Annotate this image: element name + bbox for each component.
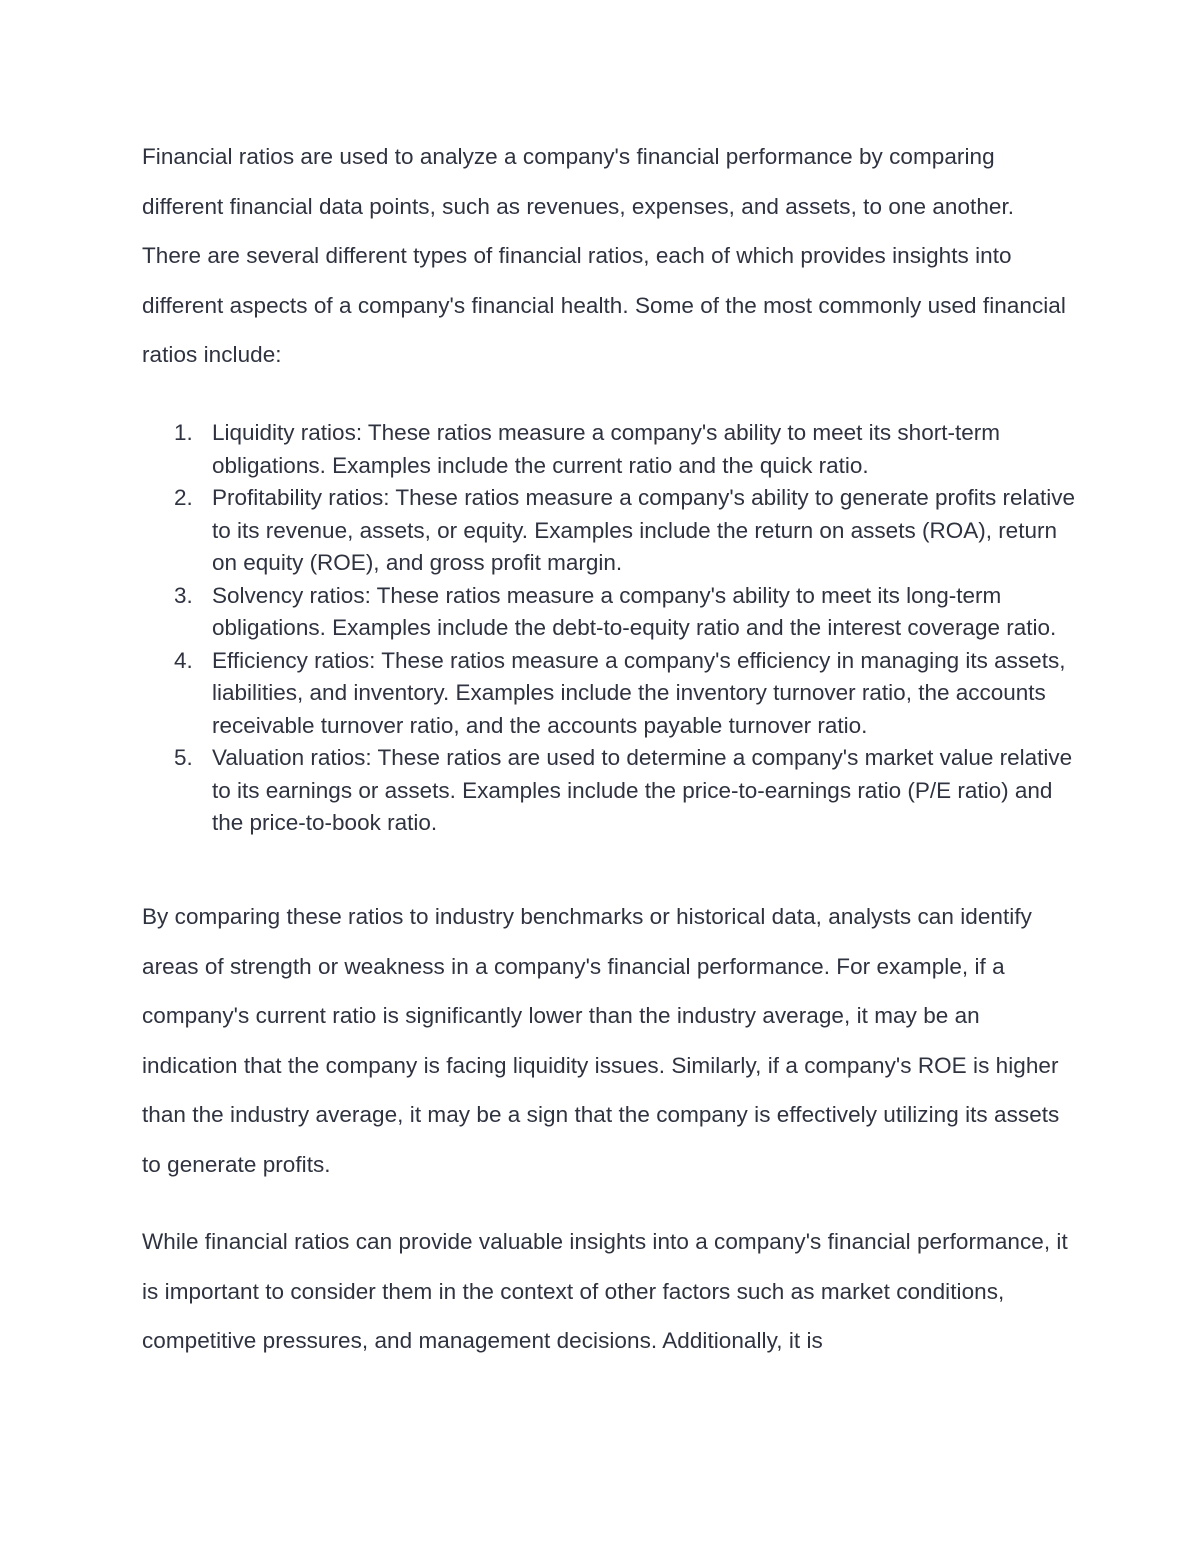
- list-item-text: Valuation ratios: These ratios are used to determine a company's market value relative to its earnings or assets. Examples include the price-to-earnings ratio (P/E ratio) and the price-to-book ratio.: [212, 745, 1073, 835]
- list-item-text: Efficiency ratios: These ratios measure a company's efficiency in managing its assets, liabilities, and inventory. Examples include the inventory turnover ratio, the accounts receivable turnover ratio, and the accounts payable turnover ratio.: [212, 647, 1066, 738]
- list-item-text: Profitability ratios: These ratios measure a company's ability to generate profits relative to its revenue, assets, or equity. Examples include the return on assets (ROA), return on equity (ROE), and gross profit margin.: [212, 485, 1076, 575]
- context-paragraph: While financial ratios can provide valuable insights into a company's financial performance, it is important to consider them in the context of other factors such as market conditions, competitive pressures, and management decisions. Additionally, it is: [142, 1229, 1068, 1353]
- list-item-text: Solvency ratios: These ratios measure a company's ability to meet its long-term obligations. Examples include the debt-to-equity ratio and the interest coverage ratio.: [212, 582, 1057, 640]
- list-item-number: 5.: [174, 745, 193, 770]
- intro-paragraph: Financial ratios are used to analyze a company's financial performance by comparing different financial data points, such as revenues, expenses, and assets, to one another. There are several different types of financial ratios, each of which provides insights into different aspects of a company's financial health. Some of the most commonly used financial ratios include:: [142, 144, 1066, 367]
- list-item-number: 4.: [174, 647, 193, 673]
- list-item: [142, 482, 1077, 580]
- list-item: [142, 645, 1077, 743]
- list-item-number: 1.: [174, 420, 193, 445]
- list-item: [142, 742, 1077, 840]
- list-item-number: 3.: [174, 582, 193, 608]
- comparison-paragraph: By comparing these ratios to industry benchmarks or historical data, analysts can identify areas of strength or weakness in a company's financial performance. For example, if a company's current ratio is significantly lower than the industry average, it may be an indication that the company is facing liquidity issues. Similarly, if a company's ROE is higher than the industry average, it may be a sign that the company is effectively utilizing its assets to generate profits.: [142, 904, 1060, 1177]
- ratio-types-list: [142, 417, 1077, 840]
- list-item: [142, 417, 1077, 482]
- list-item: [142, 580, 1077, 645]
- list-item-number: 2.: [174, 485, 193, 510]
- list-item-text: Liquidity ratios: These ratios measure a company's ability to meet its short-term obligations. Examples include the current ratio and the quick ratio.: [212, 420, 1000, 478]
